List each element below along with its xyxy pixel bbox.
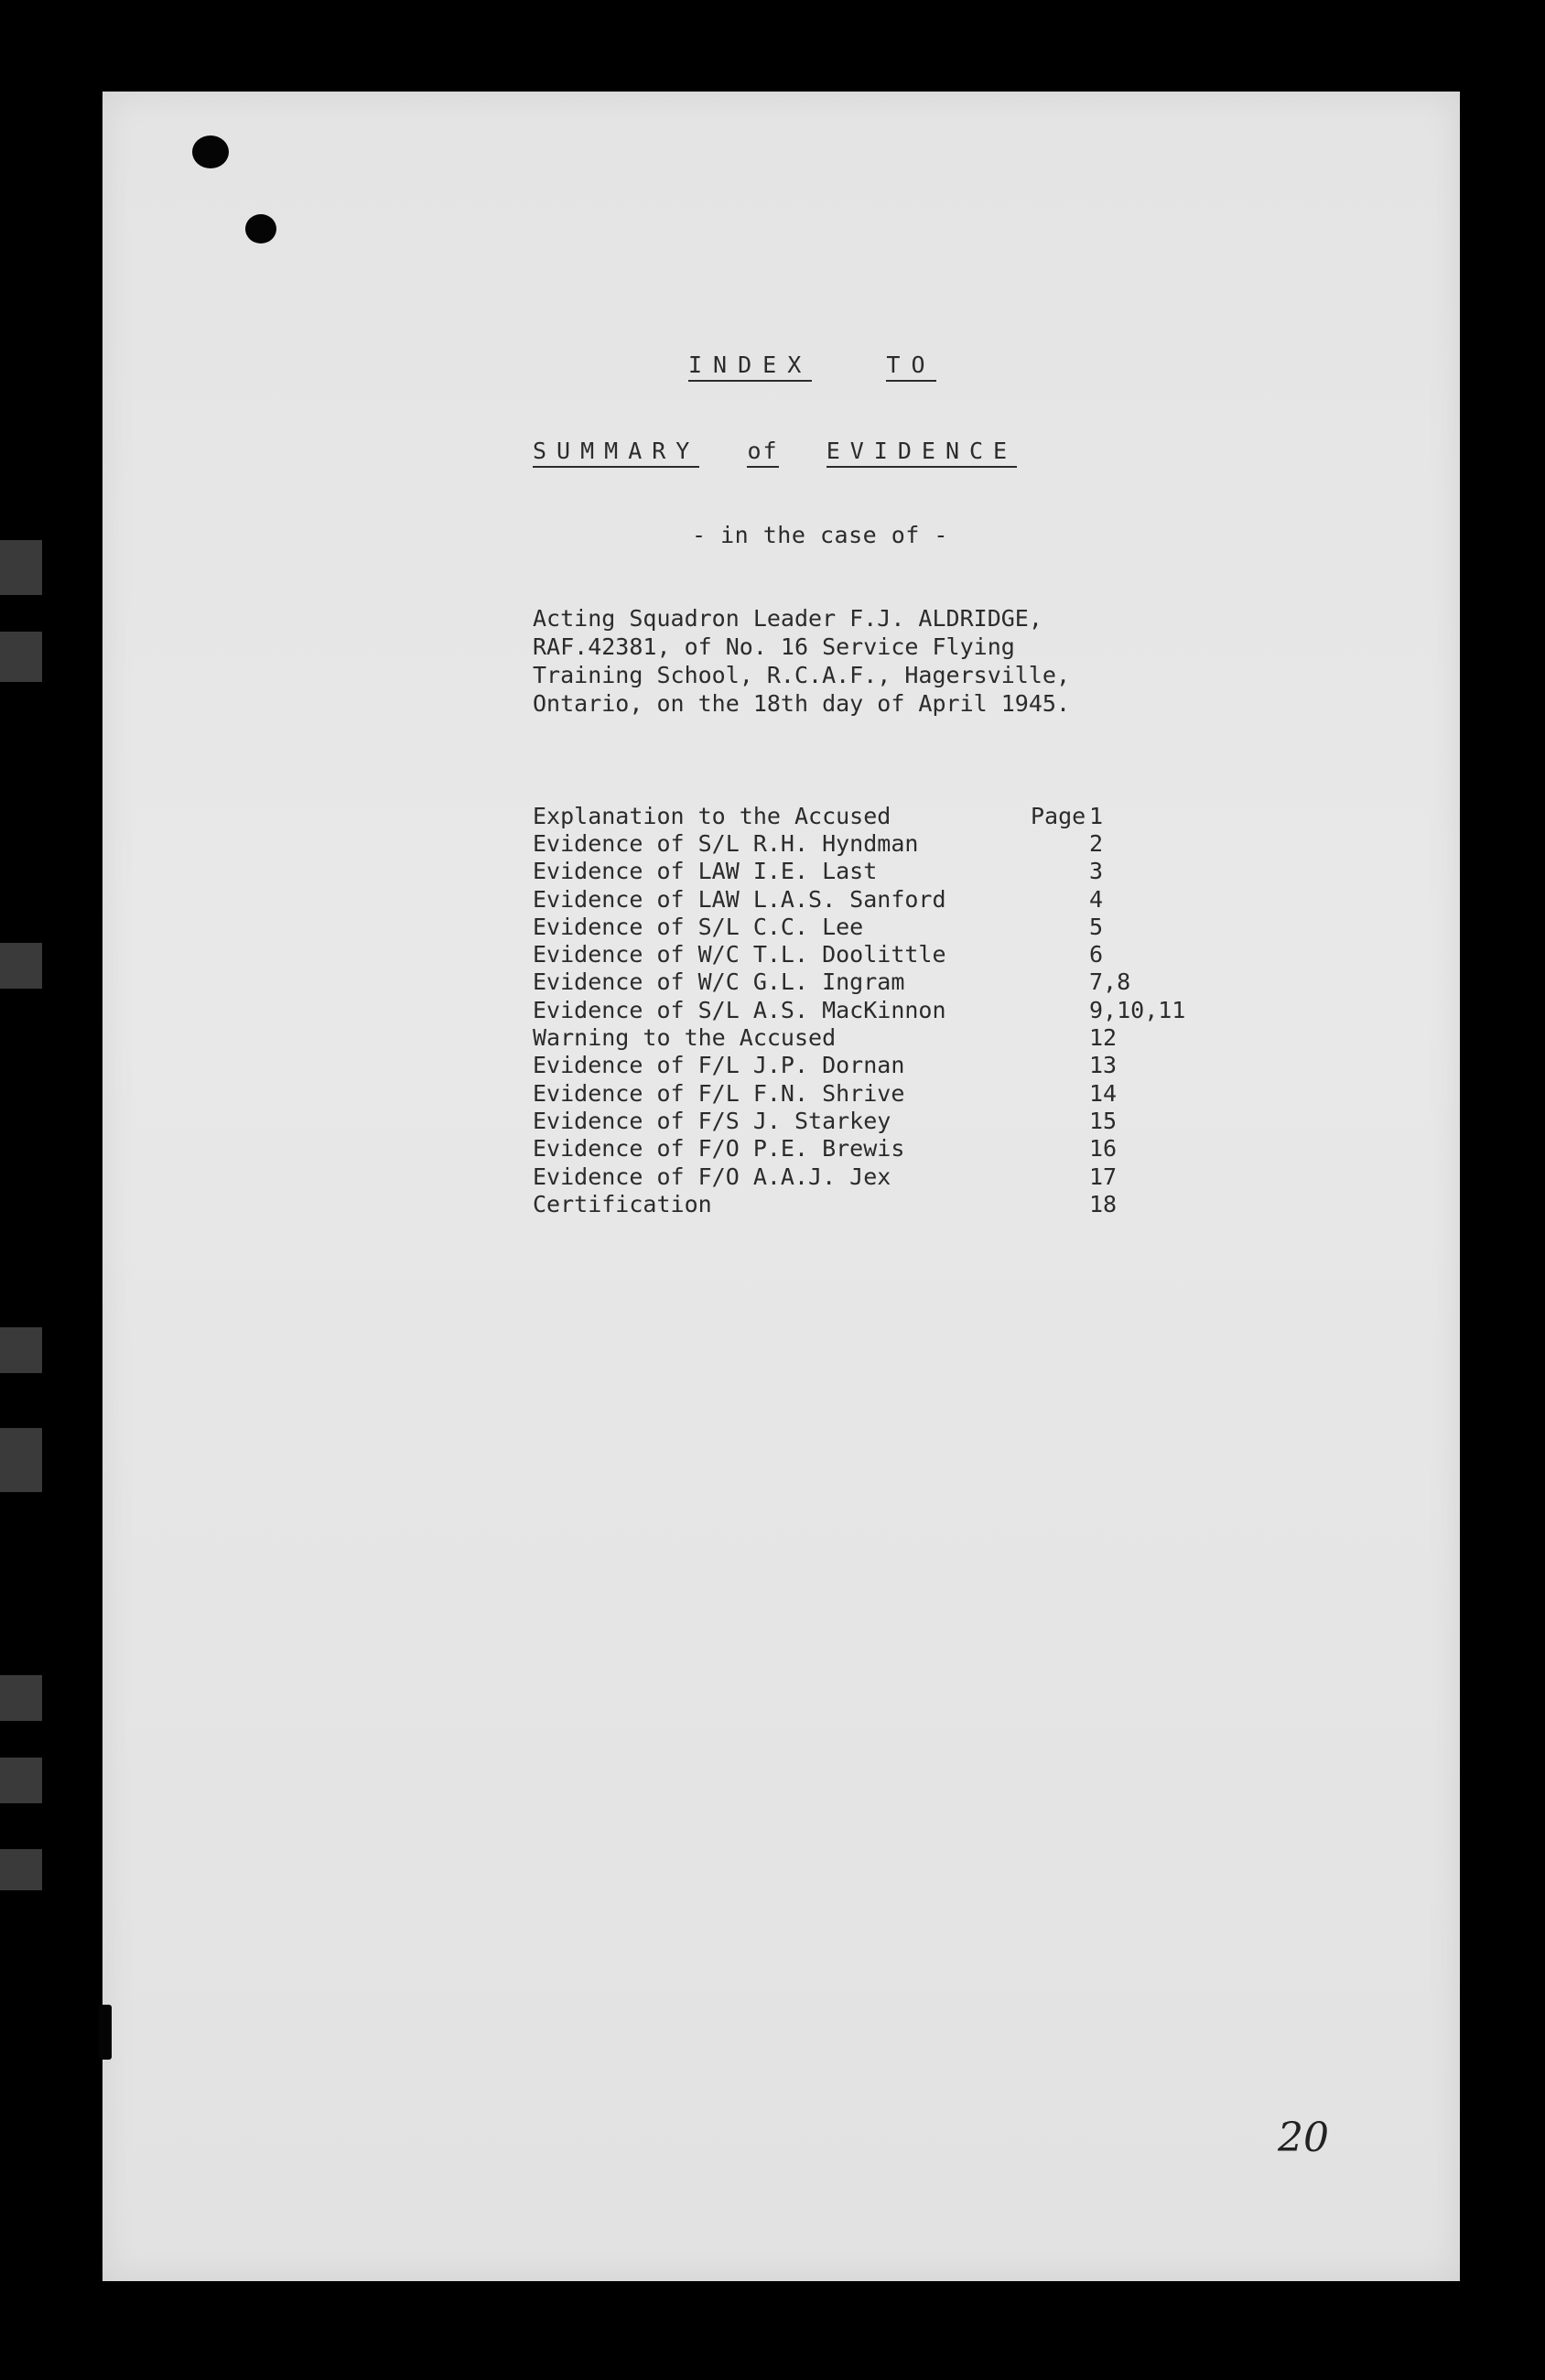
entry-label: Evidence of F/S J. Starkey: [533, 1107, 891, 1134]
index-entry: [533, 940, 1228, 968]
film-edge-mark: [0, 632, 42, 682]
index-list: [533, 802, 1228, 1217]
punch-hole: [192, 135, 229, 168]
entry-page: 2: [1089, 829, 1104, 857]
entry-label: Evidence of W/C T.L. Doolittle: [533, 941, 946, 968]
subheading: - in the case of -: [692, 522, 948, 548]
film-edge-mark: [0, 1849, 42, 1890]
handwritten-page-number: 20: [1278, 2115, 1329, 2161]
film-edge-mark: [0, 1675, 42, 1721]
case-line: Training School, R.C.A.F., Hagersville,: [533, 662, 1070, 688]
entry-page: 7,8: [1089, 968, 1131, 996]
index-entry: [533, 1079, 1228, 1107]
entry-label: Evidence of S/L A.S. MacKinnon: [533, 996, 946, 1023]
film-edge-mark: [0, 540, 42, 595]
index-entry: [533, 885, 1228, 913]
index-entry: [533, 913, 1228, 940]
index-entry: [533, 1163, 1228, 1190]
case-line: Ontario, on the 18th day of April 1945.: [533, 690, 1070, 717]
entry-page: 15: [1089, 1107, 1118, 1134]
entry-page: 18: [1089, 1190, 1118, 1217]
entry-label: Evidence of LAW I.E. Last: [533, 858, 878, 885]
entry-page: 6: [1089, 941, 1104, 968]
entry-label: Warning to the Accused: [533, 1024, 837, 1052]
entry-label: Evidence of F/L F.N. Shrive: [533, 1079, 905, 1107]
heading-word: TO: [886, 352, 935, 382]
heading-word: SUMMARY: [533, 438, 699, 468]
entry-page: 5: [1089, 913, 1104, 940]
case-line: RAF.42381, of No. 16 Service Flying: [533, 633, 1015, 660]
entry-label: Evidence of LAW L.A.S. Sanford: [533, 885, 946, 913]
entry-label: Certification: [533, 1190, 712, 1217]
entry-page: 16: [1089, 1135, 1118, 1163]
entry-page: 14: [1089, 1079, 1118, 1107]
heading-word: of: [747, 438, 778, 468]
punch-hole: [245, 214, 276, 243]
index-entry: [533, 1135, 1228, 1163]
entry-label: Explanation to the Accused: [533, 802, 891, 829]
entry-page: 9,10,11: [1089, 996, 1186, 1023]
index-entry: [533, 829, 1228, 857]
entry-page: 4: [1089, 885, 1104, 913]
index-entry: [533, 1052, 1228, 1079]
index-entry: [533, 802, 1228, 829]
entry-label: Evidence of S/L R.H. Hyndman: [533, 829, 919, 857]
entry-page: 3: [1089, 858, 1104, 885]
film-edge: [0, 0, 103, 2380]
case-line: Acting Squadron Leader F.J. ALDRIDGE,: [533, 605, 1043, 632]
entry-page: 13: [1089, 1052, 1118, 1079]
heading-index-to: [688, 352, 936, 378]
entry-page: 1: [1089, 802, 1104, 829]
heading-summary-of-evidence: [533, 438, 1017, 464]
index-entry: [533, 996, 1228, 1023]
film-edge-mark: [0, 1758, 42, 1803]
index-entry: [533, 1190, 1228, 1217]
film-edge-mark: [0, 943, 42, 989]
index-entry: [533, 1107, 1228, 1134]
entry-label: Evidence of F/L J.P. Dornan: [533, 1052, 905, 1079]
case-description: [533, 604, 1070, 718]
page-tear-mark: [99, 2005, 112, 2060]
entry-label: Evidence of F/O P.E. Brewis: [533, 1135, 905, 1163]
entry-label: Evidence of F/O A.A.J. Jex: [533, 1163, 891, 1190]
index-entry: [533, 968, 1228, 996]
entry-page: 12: [1089, 1024, 1118, 1052]
entry-page: 17: [1089, 1163, 1118, 1190]
heading-word: INDEX: [688, 352, 812, 382]
film-edge-mark: [0, 1428, 42, 1492]
film-edge-mark: [0, 1327, 42, 1373]
index-entry: [533, 1023, 1228, 1051]
page-column-label: Page: [1031, 802, 1086, 829]
heading-word: EVIDENCE: [827, 438, 1017, 468]
entry-label: Evidence of W/C G.L. Ingram: [533, 968, 905, 996]
index-entry: [533, 858, 1228, 885]
entry-label: Evidence of S/L C.C. Lee: [533, 913, 864, 940]
